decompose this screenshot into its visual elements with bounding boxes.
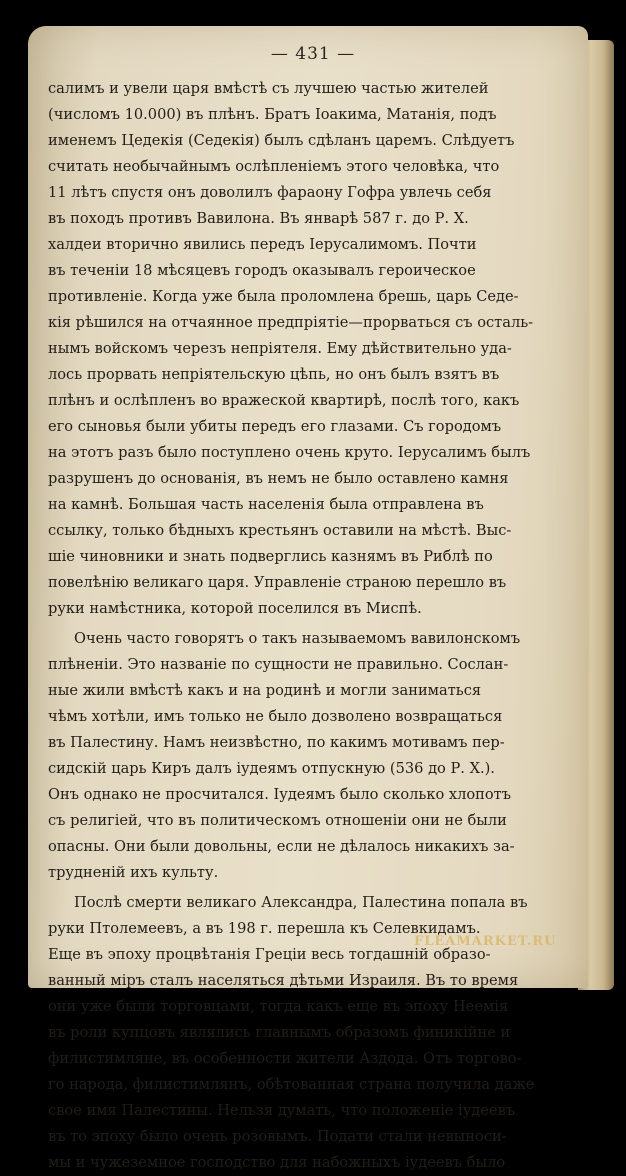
text-line: именемъ Цедекія (Седекія) былъ сдѣланъ царемъ. Слѣдуетъ	[48, 132, 515, 149]
text-line: руки намѣстника, которой поселился въ Миспѣ.	[48, 600, 422, 617]
text-line: въ теченіи 18 мѣсяцевъ городъ оказывалъ героическое	[48, 262, 476, 279]
text-line: въ походъ противъ Вавилона. Въ январѣ 587 г. до Р. Х.	[48, 210, 469, 227]
text-line: чѣмъ хотѣли, имъ только не было дозволено возвращаться	[48, 708, 503, 725]
text-line: халдеи вторично явились передъ Іерусалимомъ. Почти	[48, 236, 477, 253]
text-line: повелѣнію великаго царя. Управленіе страною перешло въ	[48, 574, 507, 591]
body-text	[48, 76, 586, 1176]
text-line: его сыновья были убиты передъ его глазами. Съ городомъ	[48, 418, 502, 435]
text-line: нымъ войскомъ черезъ непріятеля. Ему дѣйствительно уда-	[48, 340, 512, 357]
watermark: FLEAMARKET.RU	[414, 934, 557, 949]
text-line: плѣнъ и ослѣпленъ во вражеской квартирѣ, послѣ того, какъ	[48, 392, 520, 409]
text-line: трудненій ихъ культу.	[48, 864, 219, 881]
text-line: Послѣ смерти великаго Александра, Палестина попала въ	[74, 894, 528, 911]
text-line: считать необычайнымъ ослѣпленіемъ этого человѣка, что	[48, 158, 500, 175]
text-line: 11 лѣтъ спустя онъ доволилъ фараону Гофра увлечь себя	[48, 184, 492, 201]
text-line: ссылку, только бѣдныхъ крестьянъ оставили на мѣстѣ. Выс-	[48, 522, 512, 539]
text-line: (числомъ 10.000) въ плѣнъ. Братъ Іоакима, Матанія, подъ	[48, 106, 497, 123]
text-line: лось прорвать непріятельскую цѣпь, но онъ былъ взятъ въ	[48, 366, 500, 383]
text-line: сидскій царь Киръ далъ іудеямъ отпускную (536 до Р. Х.).	[48, 760, 495, 777]
text-line: Еще въ эпоху процвѣтанія Греціи весь тогдашній образо-	[48, 946, 491, 963]
text-line: на камнѣ. Большая часть населенія была отправлена въ	[48, 496, 484, 513]
text-line: свое имя Палестины. Нельзя думать, что положеніе іудеевъ	[48, 1102, 516, 1119]
text-line: мы и чужеземное господство для набожныхъ іудеевъ было	[48, 1154, 506, 1171]
text-line: го народа, филистимлянъ, обѣтованная страна получила даже	[48, 1076, 535, 1093]
text-line: на этотъ разъ было поступлено очень круто. Іерусалимъ былъ	[48, 444, 531, 461]
text-line: салимъ и увели царя вмѣстѣ съ лучшею частью жителей	[48, 80, 489, 97]
text-line: опасны. Они были довольны, если не дѣлалось никакихъ за-	[48, 838, 515, 855]
page-number: — 431 —	[270, 44, 356, 64]
text-line: съ религіей, что въ политическомъ отношеніи они не были	[48, 812, 507, 829]
text-line: Очень часто говорятъ о такъ называемомъ вавилонскомъ	[74, 630, 521, 647]
text-line: они уже были торговцами, тогда какъ еще въ эпоху Неемія	[48, 998, 509, 1015]
text-line: въ то эпоху было очень розовымъ. Подати стали невыноси-	[48, 1128, 507, 1145]
text-line: ные жили вмѣстѣ какъ и на родинѣ и могли заниматься	[48, 682, 482, 699]
text-line: въ Палестину. Намъ неизвѣстно, по какимъ мотивамъ пер-	[48, 734, 505, 751]
text-line: руки Птолемеевъ, а въ 198 г. перешла къ Селевкидамъ.	[48, 920, 481, 937]
text-line: ванный міръ сталъ населяться дѣтьми Израиля. Въ то время	[48, 972, 519, 989]
text-line: Онъ однако не просчитался. Іудеямъ было сколько хлопотъ	[48, 786, 512, 803]
text-line: филистимляне, въ особенности жители Аздода. Отъ торгово-	[48, 1050, 522, 1067]
text-line: шіе чиновники и знать подверглись казнямъ въ Риблѣ по	[48, 548, 493, 565]
text-line: плѣненіи. Это названіе по сущности не правильно. Сослан-	[48, 656, 509, 673]
text-line: разрушенъ до основанія, въ немъ не было оставлено камня	[48, 470, 509, 487]
text-line: кія рѣшился на отчаянное предпріятіе—прорваться съ осталь-	[48, 314, 534, 331]
text-line: противленіе. Когда уже была проломлена брешь, царь Седе-	[48, 288, 519, 305]
text-line: въ роли купцовъ являлись главнымъ образомъ финикійне и	[48, 1024, 511, 1041]
